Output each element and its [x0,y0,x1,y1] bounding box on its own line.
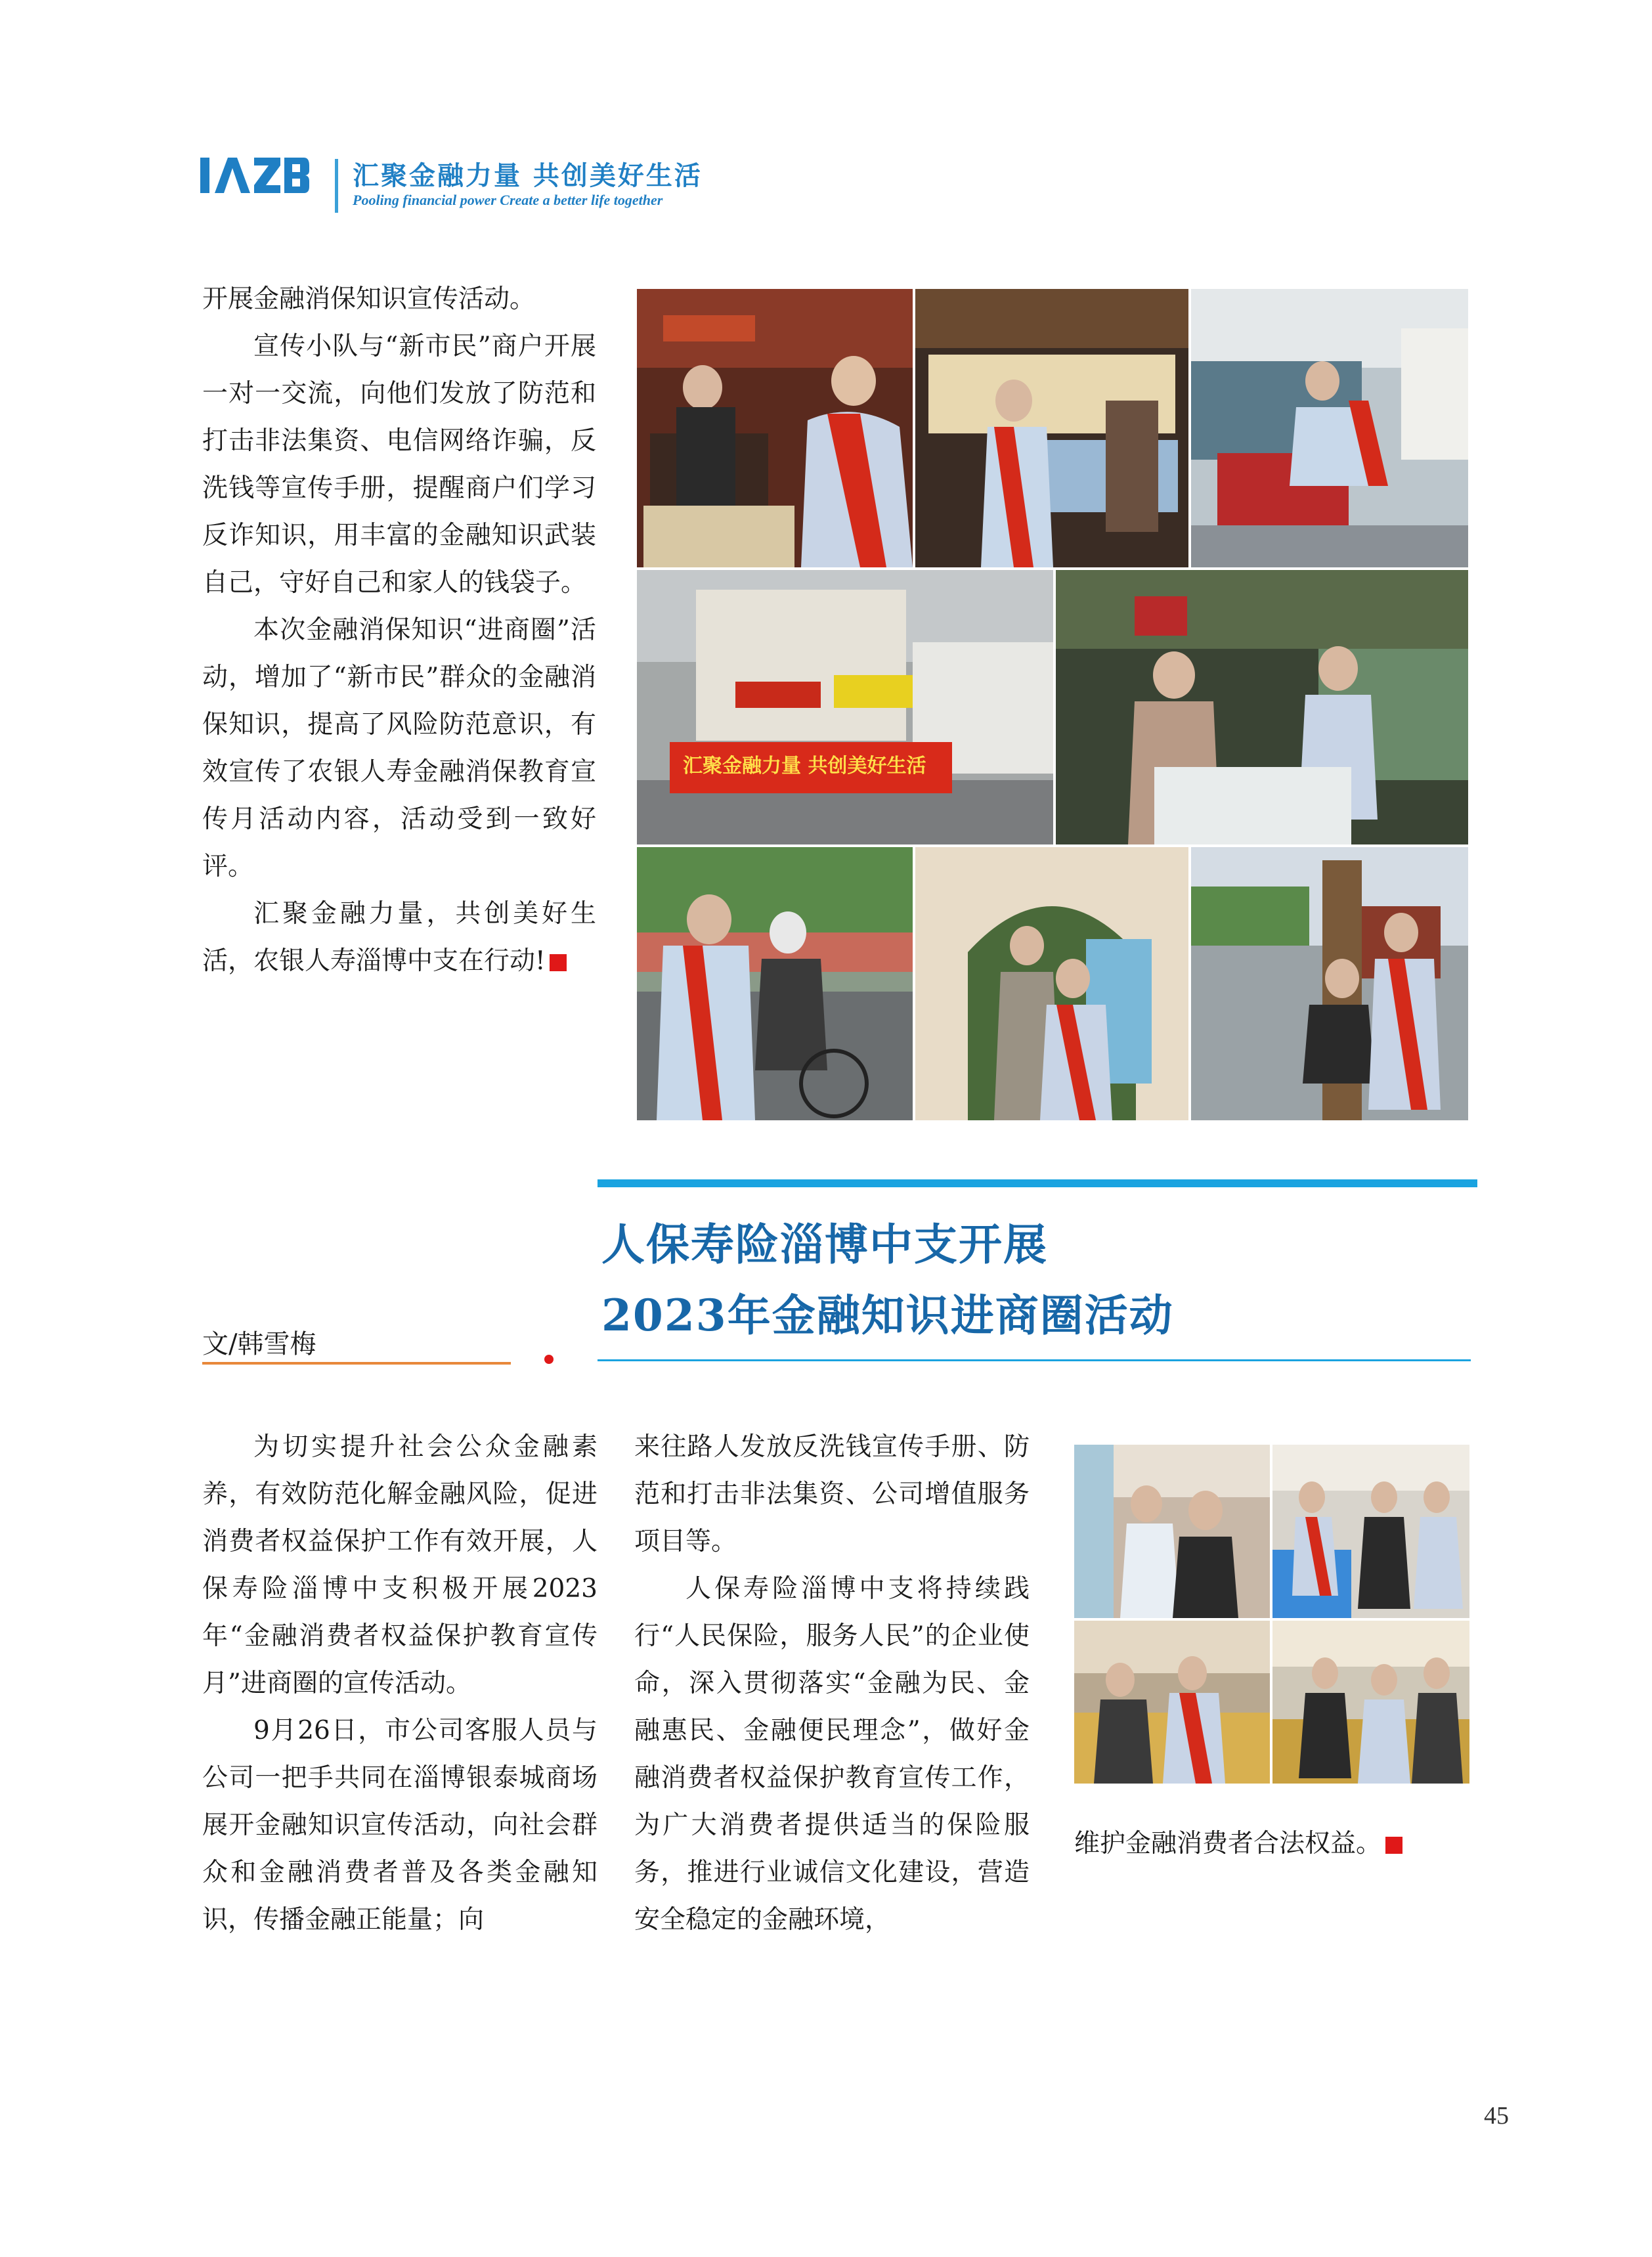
magazine-logo [199,152,311,198]
paragraph: 人保寿险淄博中支将持续践行“人民保险，服务人民”的企业使命，深入贯彻落实“金融为民、金融惠民、金融便民理念”，做好金融消费者权益保护教育宣传工作，为广大消费者提供适当的保险服务，推进行业诚信文化建设，营造安全稳定的金融环境， [634,1574,1030,1935]
photo-mall-booth-2 [1272,1445,1469,1618]
photo-street-scooter [1191,289,1468,567]
header-slogan-english: Pooling financial power Create a better life together [353,192,663,208]
paragraph: 来往路人发放反洗钱宣传手册、防范和打击非法集资、公司增值服务项目等。 [634,1432,1030,1556]
photo-mall-booth-1 [1074,1445,1270,1618]
paragraph: 9月26日，市公司客服人员与公司一把手共同在淄博银泰城商场展开金融知识宣传活动，向社会群众和金融消费者普及各类金融知识，传播金融正能量；向 [202,1716,598,1935]
article-title-line2: 2023年金融知识进商圈活动 [601,1290,1174,1341]
photo-mall-booth-3 [1074,1621,1270,1784]
article-title-line1: 人保寿险淄博中支开展 [601,1219,1048,1270]
closing-sentence: 汇聚金融力量，共创美好生活，农银人寿淄博中支在行动! [202,899,596,976]
header-slogan: 汇聚金融力量 共创美好生活 [353,161,703,191]
paragraph: 本次金融消保知识“进商圈”活动，增加了“新市民”群众的金融消保知识，提高了风险防范意识，有效宣传了农银人寿金融消保教育宣传月活动内容，活动受到一致好评。 [202,615,596,881]
end-mark-icon [550,954,567,971]
banner-label: 汇聚金融力量 共创美好生活 [683,755,926,778]
paragraph: 宣传小队与“新市民”商户开展一对一交流，向他们发放了防范和打击非法集资、电信网络诈骗，反洗钱等宣传手册，提醒商户们学习反诈知识，用丰富的金融知识武装自己，守好自己和家人的钱袋子。 [202,332,596,598]
article-column-1 [202,1424,598,1944]
decorative-dot [544,1355,554,1364]
author-byline: 文/韩雪梅 [202,1329,316,1359]
closing-sentence: 维护金融消费者合法权益。 [1074,1829,1382,1858]
paragraph [202,890,596,985]
title-underline [598,1359,1471,1361]
author-underline [202,1362,511,1365]
photo-shop-counter [637,289,913,567]
paragraph: 开展金融消保知识宣传活动。 [202,284,536,314]
page-number: 45 [1484,2102,1509,2130]
photo-bicycle-street [637,847,913,1120]
top-article-text [202,276,596,985]
photo-bakery-visit [915,289,1188,567]
photo-banner-team [637,570,1053,844]
photo-arch-doorway [915,847,1188,1120]
photo-mall-booth-4 [1272,1621,1469,1784]
article-column-3 [1074,1820,1481,1868]
paragraph [1074,1820,1481,1868]
end-mark-icon [1385,1837,1402,1854]
article-column-2 [634,1424,1030,1944]
title-accent-bar [598,1179,1477,1187]
header-divider [335,159,338,213]
photo-roadside-seated [1191,847,1468,1120]
paragraph: 为切实提升社会公众金融素养，有效防范化解金融风险，促进消费者权益保护工作有效开展，人保寿险淄博中支积极开展2023年“金融消费者权益保护教育宣传月”进商圈的宣传活动。 [202,1432,598,1698]
photo-shopkeeper-chat [1056,570,1468,844]
